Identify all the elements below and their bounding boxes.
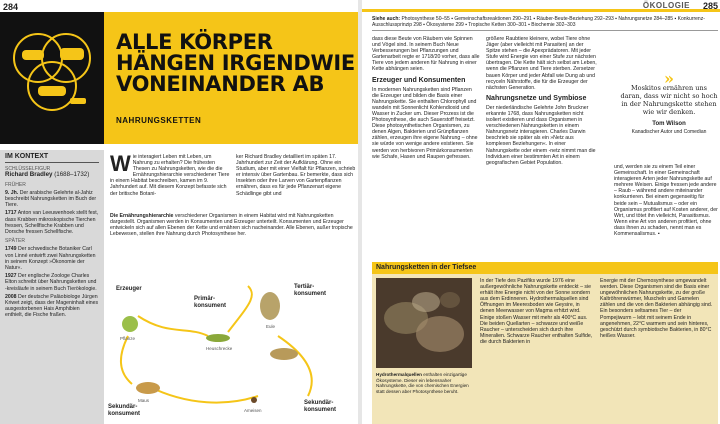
page-number-left: 284 [3, 2, 19, 12]
focus-label: SCHLÜSSELFIGUR [5, 166, 51, 173]
timeline-entry: 1927 Der englische Zoologe Charles Elton schreibt über Nahrungsketten und -kreisläufe in seinem Buch Tierökologie. [5, 273, 97, 292]
primary-label: Primär- konsument [194, 296, 227, 309]
pull-quote: » Moskitos ernähren uns daran, dass wir nicht so hoch in der Nahrungskette stehen wie wir denken. Tom Wilson Kanadischer Autor und Comedian [620, 69, 718, 135]
body-column-r2: größere Raubtiere kleinere, wobei Tiere ohne Jäger (aber vielleicht mit Parasiten) an der Spitze stehen – die Apexprädatoren. Mit jeder Stufe wird Energie von einer Stufe zur nächsten übertragen. Die Kette hält sich selbst am Leben, wenn die Pflanzen und Tiere sterben. Zersetzer bauen Körper und jeder Abfall wie Dung ab und recyceln Nährstoffe, die für die Erzeuger der nächsten Generation. Nahrungsnetze und Symbiose Der niederländische Gelehrte John Bruckner erkannte 1768, dass Nahrungsketten nicht isoliert existieren und dass Organismen in verschiedenen Nahrungsketten in einem Nahrungsnetz interagieren. Charles Darwin beschrieb sie später als ein »Netz aus komplexen Beziehungen«. In einer Nahrungskette oder einem -netz nimmt man die Individuen einer bestimmten Art in einem geografischen Gebiet Population. [486, 36, 597, 166]
quote-mark-icon: » [664, 69, 674, 88]
photo-caption: Hydrothermalquellen enthalten einzigartige Ökosysteme. Dieser ein lebensnaher Nahrungskette, die von chemischen Energien statt dessen aber Photosynthese beruht. [376, 372, 469, 394]
diagram-caption: Die Ernährungshierarchie verschiedener Organismen in einem Habitat wird mit Nahrungsketten dargestellt. Organismen werden in Konsumenten und Erzeuger unterteilt. Konsumenten und Erzeuger entwickeln sich auf allen Ebenen der Kette und ernähren sich nacheinander. Alle Ebenen, außer tropische Lebewesen, stellen ihre Nahrung durch Photosynthese her. [110, 213, 353, 238]
see-also: Siehe auch: Photosynthese 50–55 ▪ Gemeinschaftsreaktionen 290–291 ▪ Räuber-Beute-Beziehung 292–293 ▪ Nahrungsnetze 284–285 ▪ Konkurrenz-Ausschlussprinzip 298 ▪ Ökosysteme 299 ▪ Tropische Ketten 300–301 ▪ Biochemie 302–303 [372, 16, 718, 31]
box-column-2: Energie mit der Chemosynthese umgewandelt werden. Diese Organismen sind die Basis einer ungewöhnlichen Nahrungskette, zu der große Kaltröhrenwürmer, Muscheln und Garnelen zählen und die von den Bakterien abhängig sind. Ein besonders seltsames Tier – der Pompejiwurm – lebt mit seinem Ende in angenehmen, 22°C warmem und sein hinteres, geschützt durch symbiotische Bakterien, in 80°C heißes Wasser. [600, 278, 713, 339]
timeline-entry: 2008 Der deutsche Paläobiologe Jürgen Kriwet zeigt, dass der Mageninhalt eines ausgestorbenen Hais Amphibien enthielt, die Fische fraßen. [5, 293, 99, 319]
box-column-1: In der Tiefe des Pazifiks wurde 1976 eine außergewöhnliche Nahrungskette entdeckt – sie erhält ihre Energie nicht von der Sonne sondern aus dem Erdinneren. Hydrothermalquellen sind Öffnungen im Meeresboden wie Geysire, in denen Meerwasser von Magma erhitzt wird. Einige stoßen Wasser mit mehr als 400°C aus. Die beiden Quellarten – schwarze und weiße Raucher – unterscheiden sich durch ihre Mineralien. Schwarze Raucher enthalten Sulfide, die durch Bakterien in [480, 278, 593, 345]
tertiary-label: Tertiär- konsument [294, 284, 327, 297]
deep-sea-box [372, 262, 718, 424]
before-label: FRÜHER [5, 181, 26, 188]
secondary-label-2: Sekundär- konsument [304, 400, 337, 413]
body-column-2: ker Richard Bradley detailliert im späten 17. Jahrhundert zur Zeit der Aufklärung. Ohne ein Studium, aber mit einer Vielfalt für Pflanzen, schrieb er intensiv über Gartenbau. Er bemerkte, dass sich Insekten oder ihre Larven von Gartenpflanzen ernähren, dass es für jede Pflanzenart eigene Schädlinge gibt und [236, 154, 356, 197]
ant-icon [251, 397, 257, 403]
page-subtitle: NAHRUNGSKETTEN [116, 116, 202, 125]
producer-item: Pflanze [120, 336, 136, 341]
timeline-entry: 9. Jh. Der arabische Gelehrte al-Jahiz beschreibt Nahrungsketten im Buch der Tiere. [5, 189, 97, 209]
snake-icon [270, 348, 298, 360]
producer-label: Erzeuger [116, 286, 142, 292]
venn-animals-icon [8, 24, 98, 134]
timeline-entry: 1717 Anton van Leeuwenhoek stellt fest, dass Krabben mikroskopische Tierchen fressen, Schellfische Krabben und Dorsche fressen Schellfische. [5, 210, 99, 236]
tertiary-item: Eule [266, 324, 276, 329]
key-figure: Richard Bradley (1688–1732) [5, 171, 90, 179]
title-banner [0, 12, 358, 144]
mouse-icon [136, 382, 160, 394]
hydrothermal-vent-photo [376, 278, 472, 368]
section-name: ÖKOLOGIE [642, 1, 690, 10]
page-title: ALLE KÖRPER HÄNGEN IRGENDWIE VONEINANDER AB [116, 30, 355, 96]
after-label: SPÄTER [5, 238, 26, 245]
quote-role: Kanadischer Autor und Comedian [631, 129, 707, 135]
box-title: Nahrungsketten in der Tiefsee [372, 262, 718, 274]
timeline-entry: 1749 Der schwedische Botaniker Carl von Linné entwirft zwei Nahrungsketten in seinem Konzept »Ökonomie der Natur«. [5, 246, 96, 272]
grasshopper-icon [206, 334, 230, 342]
drop-cap: W [110, 151, 131, 176]
left-page [0, 0, 358, 424]
quote-author: Tom Wilson [652, 121, 686, 127]
primary-item: Heuschrecke [206, 346, 233, 351]
heading-food-webs: Nahrungsnetze und Symbiose [486, 94, 587, 102]
context-heading: IM KONTEXT [5, 154, 99, 163]
page-number-right: 285 [702, 1, 718, 11]
context-sidebar [0, 150, 104, 424]
intro-paragraph: Wie interagiert Leben mit Leben, um Nahrung zu erhalten? Die frühesten Thesen zu Nahrungsketten, wie die die Ernährungshierarchie verschiedener Tiere in einem Habitat beschreiben, kamen im 9. Jahrhundert auf. Mit diesem Konzept befasste sich der britische Botani- [110, 151, 230, 197]
venn-panel [0, 12, 104, 144]
secondary-label: Sekundär- konsument [108, 404, 141, 417]
owl-icon [260, 292, 280, 320]
food-chain-diagram [108, 276, 356, 424]
heading-producers: Erzeuger und Konsumenten [372, 76, 466, 84]
plant-icon [122, 316, 138, 332]
secondary-item: Maus [138, 398, 150, 403]
running-header [362, 0, 720, 12]
right-page [362, 0, 720, 424]
body-column-r1: dass diese Beute von Räubern wie Spinnen und Vögel sind. In seinem Buch Neue Verbesserungen bei Pflanzungen und Gartenarbeit regte er 1718/20 vorher, dass alle Tiere von jedem anderen für Nahrung in einer Kette abhängen seien. Erzeuger und Konsumenten In modernen Nahrungsketten sind Pflanzen die Erzeuger und bilden die Basis einer Nahrungskette. Sie enthalten Chlorophyll und wandeln mit Sonnenlicht Kohlendioxid und Wasser in Zucker um. Dieser Prozess ist die Photosynthese, die auch Sauerstoff freisetzt. Diese photosynthetischen Organismen, zu denen Algen, Bakterien und Grünpflanzen zählen, erzeugen ihre eigene Nahrung – ohne sie würde von wenige andere existieren. Sie werden von herbivoren Primärkonsumenten wie Schafe, Hasen und Raupen gefressen. [372, 36, 480, 160]
decomposer-item: Ameisen [244, 408, 262, 413]
body-column-r3: und, werden sie zu einem Teil einer Gemeinschaft. In einer Gemeinschaft interagieren Arten jeder Nahrungskette auf mehrere Weisen. Einige fressen jede andere – Raub – während andere miteinander konkurrieren. Bei einem gegenseitig für beide sein – Mutualismus – oder ein Organismus profitiert auf Kosten anderer, der Wirt, und tötet ihn vielleicht, Parasitismus. Wenn eine Art von anderen profitiert, ohne dass ihnen zu schaden, nennt man es Kommensalismus. ▪ [614, 164, 718, 238]
vent-image-icon [376, 278, 472, 368]
